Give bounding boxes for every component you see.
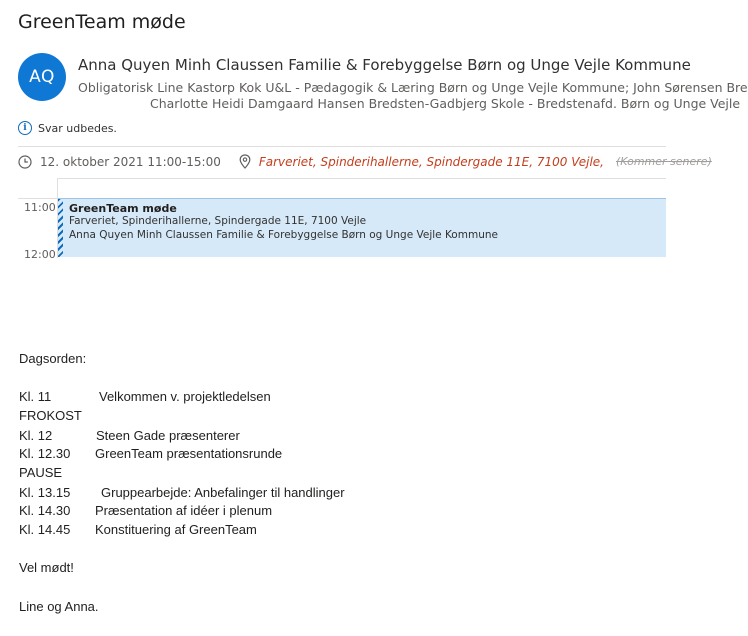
agenda-description: Steen Gade præsenterer: [96, 428, 240, 443]
agenda-description: Præsentation af idéer i plenum: [95, 503, 273, 518]
event-organizer: Anna Quyen Minh Claussen Familie & Forebyggelse Børn og Unge Vejle Kommune: [69, 229, 498, 241]
agenda-description: GreenTeam præsentationsrunde: [95, 446, 283, 461]
agenda-heading: Dagsorden:: [19, 351, 87, 366]
agenda-time: FROKOST: [19, 408, 82, 423]
clock-icon: [18, 155, 32, 169]
event-tentative-stripe: [58, 199, 63, 257]
agenda-time: Kl. 12.30: [19, 446, 71, 461]
time-label-12: 12:00: [24, 248, 56, 261]
agenda-time: Kl. 14.45: [19, 522, 71, 537]
rsvp-notice: [18, 121, 117, 135]
agenda-time: Kl. 11: [19, 389, 52, 404]
signature: Line og Anna.: [19, 599, 99, 614]
meeting-datetime: 12. oktober 2021 11:00-15:00: [40, 154, 221, 169]
agenda-description: Konstituering af GreenTeam: [95, 522, 257, 537]
attendees-line-1[interactable]: Obligatorisk Line Kastorp Kok U&L - Pædagogik & Læring Børn og Unge Vejle Kommune; John Sørensen Bre: [78, 80, 748, 95]
agenda-time: Kl. 12: [19, 428, 53, 443]
agenda-time: PAUSE: [19, 465, 63, 480]
organizer-avatar[interactable]: [18, 53, 66, 101]
agenda-description: Velkommen v. projektledelsen: [99, 389, 271, 404]
location-pin-icon: [239, 154, 251, 169]
meeting-title: GreenTeam møde: [18, 11, 186, 33]
organizer-name[interactable]: Anna Quyen Minh Claussen Familie & Forebyggelse Børn og Unge Vejle Kommune: [78, 56, 691, 74]
event-location: Farveriet, Spinderihallerne, Spindergade 11E, 7100 Vejle: [69, 215, 367, 227]
calendar-hour-line: [18, 198, 58, 199]
agenda-description: Gruppearbejde: Anbefalinger til handlinger: [101, 485, 345, 500]
time-label-11: 11:00: [24, 201, 56, 214]
info-icon: i: [18, 121, 32, 135]
event-title: GreenTeam møde: [69, 202, 177, 215]
meeting-details-row: [18, 154, 712, 169]
greeting: Vel mødt!: [19, 560, 74, 575]
calendar-event-block[interactable]: [58, 198, 666, 257]
agenda-time: Kl. 13.15: [19, 485, 71, 500]
location-status: (Kommer senere): [615, 155, 712, 168]
attendees-line-2[interactable]: Charlotte Heidi Damgaard Hansen Bredsten-Gadbjerg Skole - Bredstenafd. Børn og Unge Vejle: [150, 96, 741, 111]
meeting-location-link[interactable]: Farveriet, Spinderihallerne, Spindergade 11E, 7100 Vejle,: [258, 154, 604, 169]
header-divider: [18, 146, 666, 147]
agenda-time: Kl. 14.30: [19, 503, 71, 518]
avatar-initials: AQ: [29, 67, 55, 87]
rsvp-text: Svar udbedes.: [38, 121, 117, 135]
calendar-top-border: [57, 178, 666, 179]
